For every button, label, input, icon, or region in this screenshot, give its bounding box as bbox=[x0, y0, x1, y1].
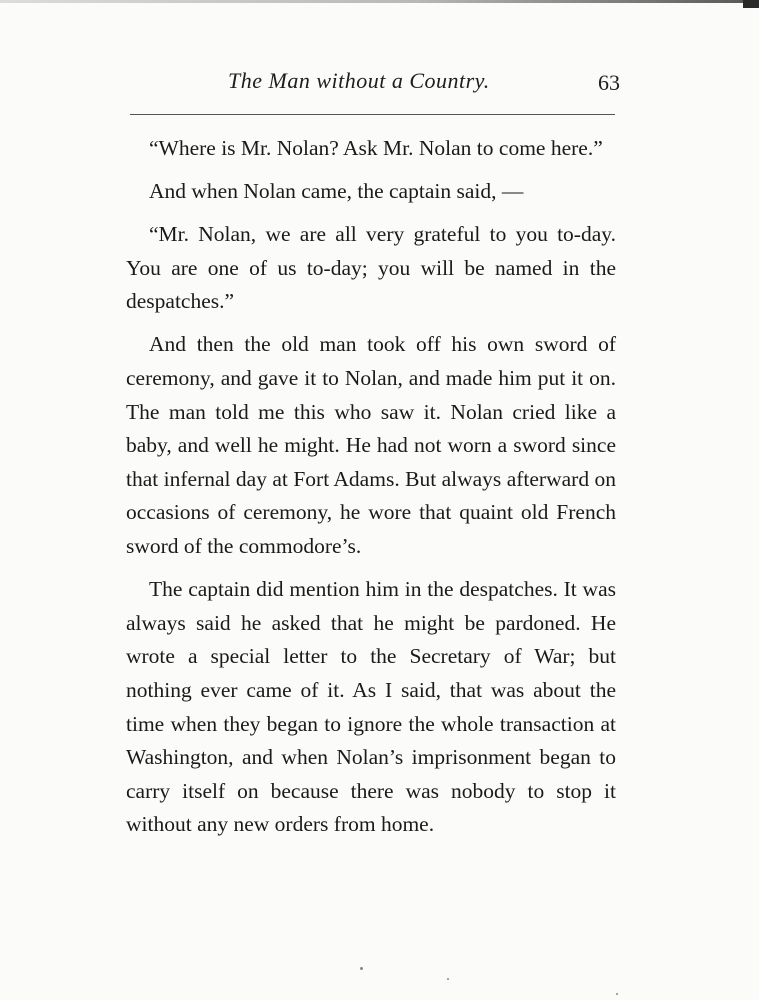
header-rule bbox=[130, 114, 615, 115]
paragraph: “Where is Mr. Nolan? Ask Mr. Nolan to come here.” bbox=[149, 136, 603, 160]
page-number: 63 bbox=[598, 70, 620, 95]
paragraph: And then the old man took off his own sword of ceremony, and gave it to Nolan, and made him put it on. The man told me this who saw it. Nolan cried like a baby, and well he might. He had not worn a sword since that infernal day at Fort Adams. But always afterward on occasions of ceremony, he wore that quaint old French sword of the commodore’s. bbox=[126, 332, 616, 559]
running-title: The Man without a Country. bbox=[228, 68, 490, 93]
paragraph: The captain did mention him in the despatches. It was always said he asked that he might be pardoned. He wrote a special letter to the Secretary of War; but nothing ever came of it. As I said, that was about the time when they began to ignore the whole transaction at Washington, and when Nolan’s imprisonment began to carry itself on because there was nobody to stop it without any new orders from home. bbox=[126, 577, 616, 837]
paragraph: And when Nolan came, the captain said, — bbox=[149, 179, 524, 204]
speck bbox=[360, 967, 363, 970]
paragraph: “Mr. Nolan, we are all very grateful to you to-day. You are one of us to-day; you will be named in the despatches.” bbox=[126, 222, 616, 314]
speck bbox=[616, 993, 618, 995]
body-text bbox=[126, 132, 616, 851]
page-top-edge bbox=[0, 0, 759, 3]
corner-mark bbox=[743, 0, 759, 8]
speck bbox=[447, 978, 449, 980]
page-header bbox=[120, 68, 620, 108]
